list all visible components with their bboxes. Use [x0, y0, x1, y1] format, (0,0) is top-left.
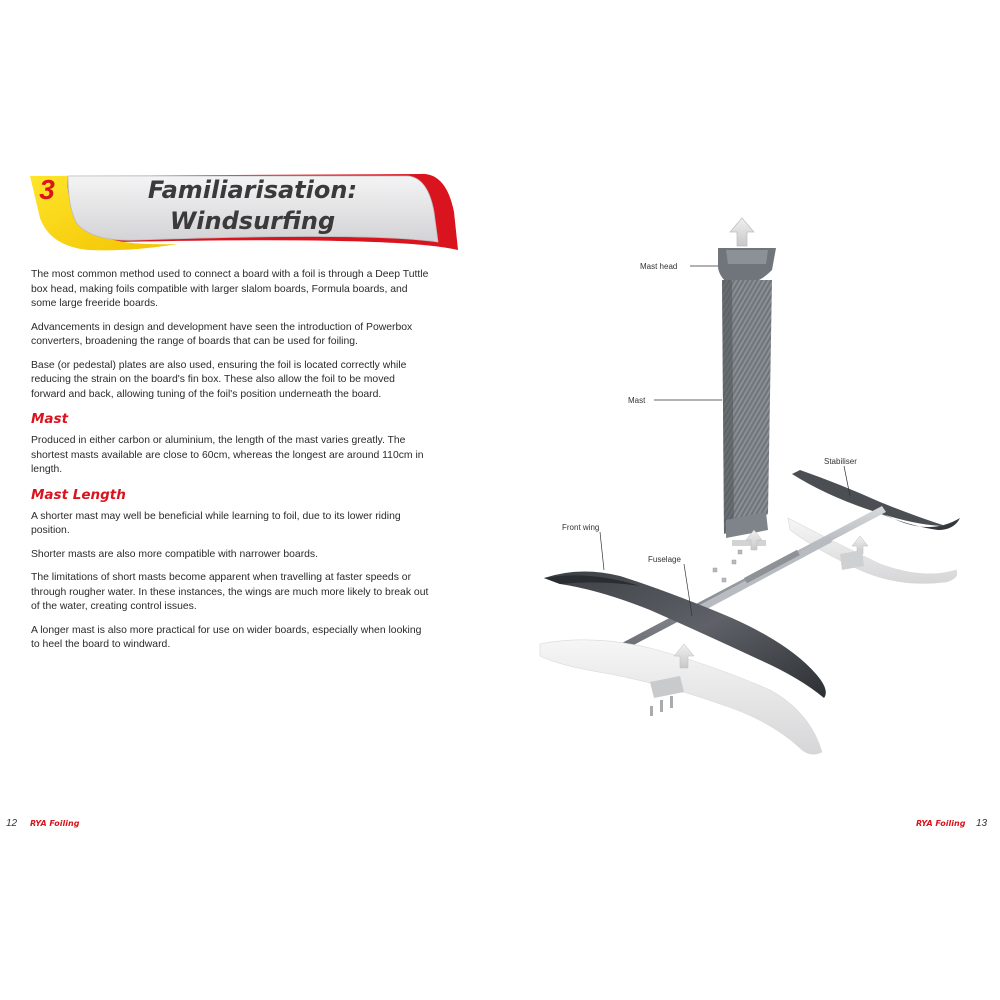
chapter-title-line2: Windsurfing: [169, 207, 336, 235]
footer-brand-right: RYA Foiling: [916, 819, 966, 828]
footer-brand-left: RYA Foiling: [30, 819, 80, 828]
foil-exploded-diagram: [500, 200, 1000, 770]
section-heading-mast-length: Mast Length: [31, 486, 126, 503]
paragraph: The most common method used to connect a board with a foil is through a Deep Tuttle box head, making foils compatible with larger slalom boards, Formula boards, and some large freeride boards.: [31, 269, 429, 309]
label-front-wing: Front wing: [562, 523, 600, 532]
paragraph: Base (or pedestal) plates are also used, ensuring the foil is located correctly while reducing the strain on the board's fin box. These also allow the foil to be moved forward and back, allowing tuning of the foil's position underneath the board.: [31, 359, 407, 400]
bolts: [713, 550, 742, 582]
mast-head: [718, 248, 776, 282]
paragraph: Shorter masts are also more compatible with narrower boards.: [31, 548, 319, 560]
paragraph: The limitations of short masts become apparent when travelling at faster speeds or through rougher water. In these instances, the wings are much more likely to break out of the water, creating control issues.: [31, 572, 429, 612]
up-arrow-icon: [730, 218, 754, 246]
page-number-right: 13: [976, 818, 988, 829]
section-heading-mast: Mast: [31, 411, 69, 427]
paragraph: A shorter mast may well be beneficial while learning to foil, due to its lower riding position.: [31, 510, 401, 536]
stabiliser: [788, 470, 960, 584]
chapter-number: 3: [39, 174, 55, 205]
label-mast: Mast: [628, 396, 646, 405]
page-number-left: 12: [6, 818, 18, 829]
label-stabiliser: Stabiliser: [824, 457, 857, 466]
paragraph: A longer mast is also more practical for use on wider boards, especially when looking to heel the board to windward.: [31, 624, 422, 650]
mast: [722, 280, 772, 546]
label-mast-head: Mast head: [640, 262, 678, 271]
paragraph: Advancements in design and development have seen the introduction of Powerbox converters, broadening the range of boards that can be used for foiling.: [31, 321, 413, 347]
label-fuselage: Fuselage: [648, 555, 681, 564]
body-content: [31, 268, 431, 662]
paragraph: Produced in either carbon or aluminium, the length of the mast varies greatly. The shortest masts available are close to 60cm, whereas the longest are around 110cm in length.: [31, 435, 424, 475]
chapter-title-line1: Familiarisation:: [147, 176, 358, 204]
chapter-title: [100, 175, 405, 237]
